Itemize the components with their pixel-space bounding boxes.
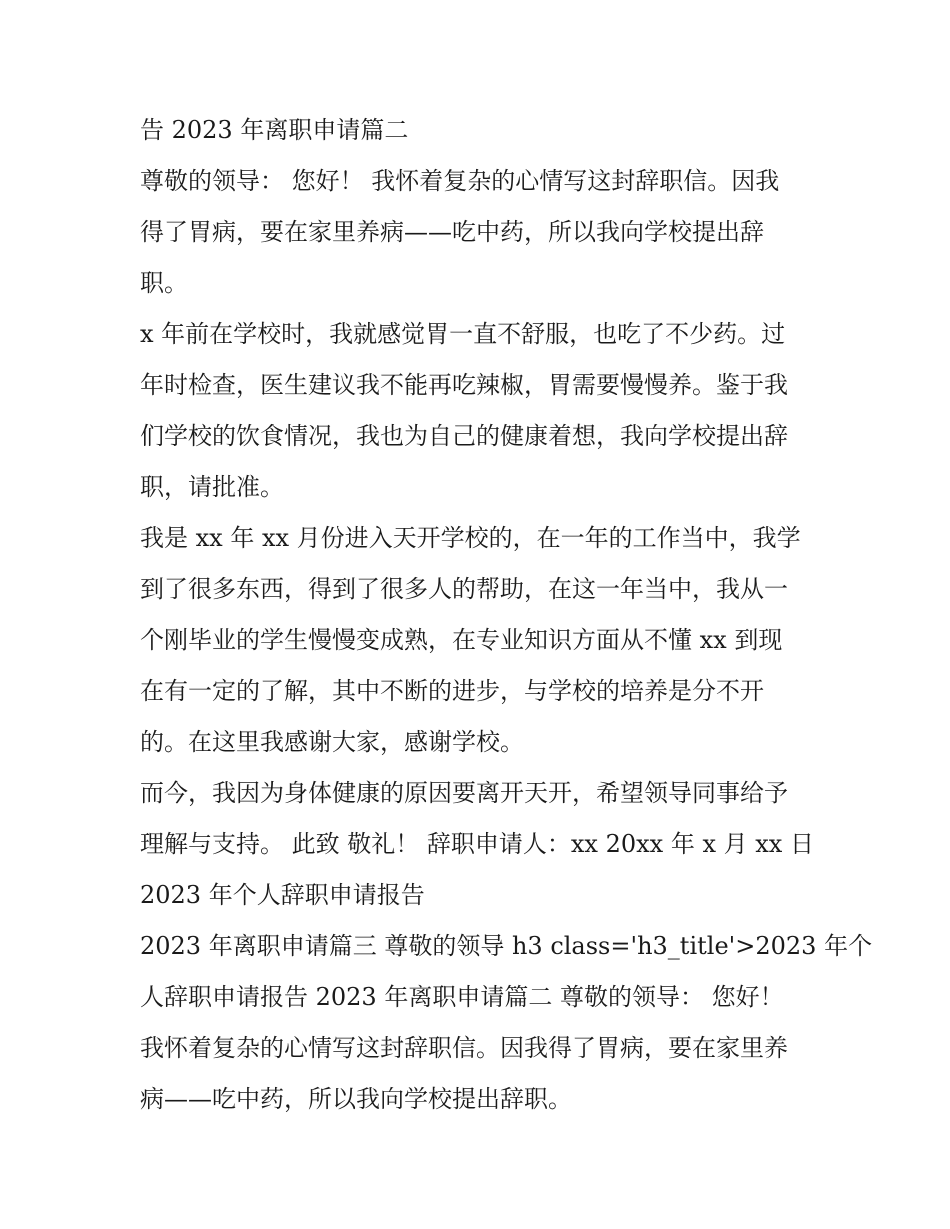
text-line: 在有一定的了解，其中不断的进步，与学校的培养是分不开 bbox=[140, 677, 764, 705]
text-line: 的。在这里我感谢大家，感谢学校。 bbox=[140, 728, 524, 756]
text-line: 尊敬的领导： 您好！ 我怀着复杂的心情写这封辞职信。因我 bbox=[140, 167, 780, 195]
document-body bbox=[140, 105, 873, 1125]
text-line: 们学校的饮食情况，我也为自己的健康着想，我向学校提出辞 bbox=[140, 422, 788, 450]
text-line: 理解与支持。 此致 敬礼！ 辞职申请人：xx 20xx 年 x 月 xx 日 bbox=[140, 830, 814, 858]
text-line: x 年前在学校时，我就感觉胃一直不舒服，也吃了不少药。过 bbox=[140, 320, 786, 348]
text-line: 个刚毕业的学生慢慢变成熟，在专业知识方面从不懂 xx 到现 bbox=[140, 626, 783, 654]
text-line: 得了胃病，要在家里养病——吃中药，所以我向学校提出辞 bbox=[140, 218, 764, 246]
text-line: 人辞职申请报告 2023 年离职申请篇二 尊敬的领导： 您好！ bbox=[140, 983, 784, 1011]
text-line: 病——吃中药，所以我向学校提出辞职。 bbox=[140, 1085, 572, 1113]
text-line: 2023 年离职申请篇三 尊敬的领导 h3 class='h3_title'>2023 年个 bbox=[140, 932, 873, 960]
text-line: 告 2023 年离职申请篇二 bbox=[140, 116, 409, 144]
text-line: 职，请批准。 bbox=[140, 473, 284, 501]
text-line: 我是 xx 年 xx 月份进入天开学校的，在一年的工作当中，我学 bbox=[140, 524, 801, 552]
text-line: 到了很多东西，得到了很多人的帮助，在这一年当中，我从一 bbox=[140, 575, 788, 603]
text-line: 年时检查，医生建议我不能再吃辣椒，胃需要慢慢养。鉴于我 bbox=[140, 371, 788, 399]
text-line: 我怀着复杂的心情写这封辞职信。因我得了胃病，要在家里养 bbox=[140, 1034, 788, 1062]
text-line: 而今，我因为身体健康的原因要离开天开，希望领导同事给予 bbox=[140, 779, 788, 807]
text-line: 职。 bbox=[140, 269, 188, 297]
text-line: 2023 年个人辞职申请报告 bbox=[140, 881, 425, 909]
